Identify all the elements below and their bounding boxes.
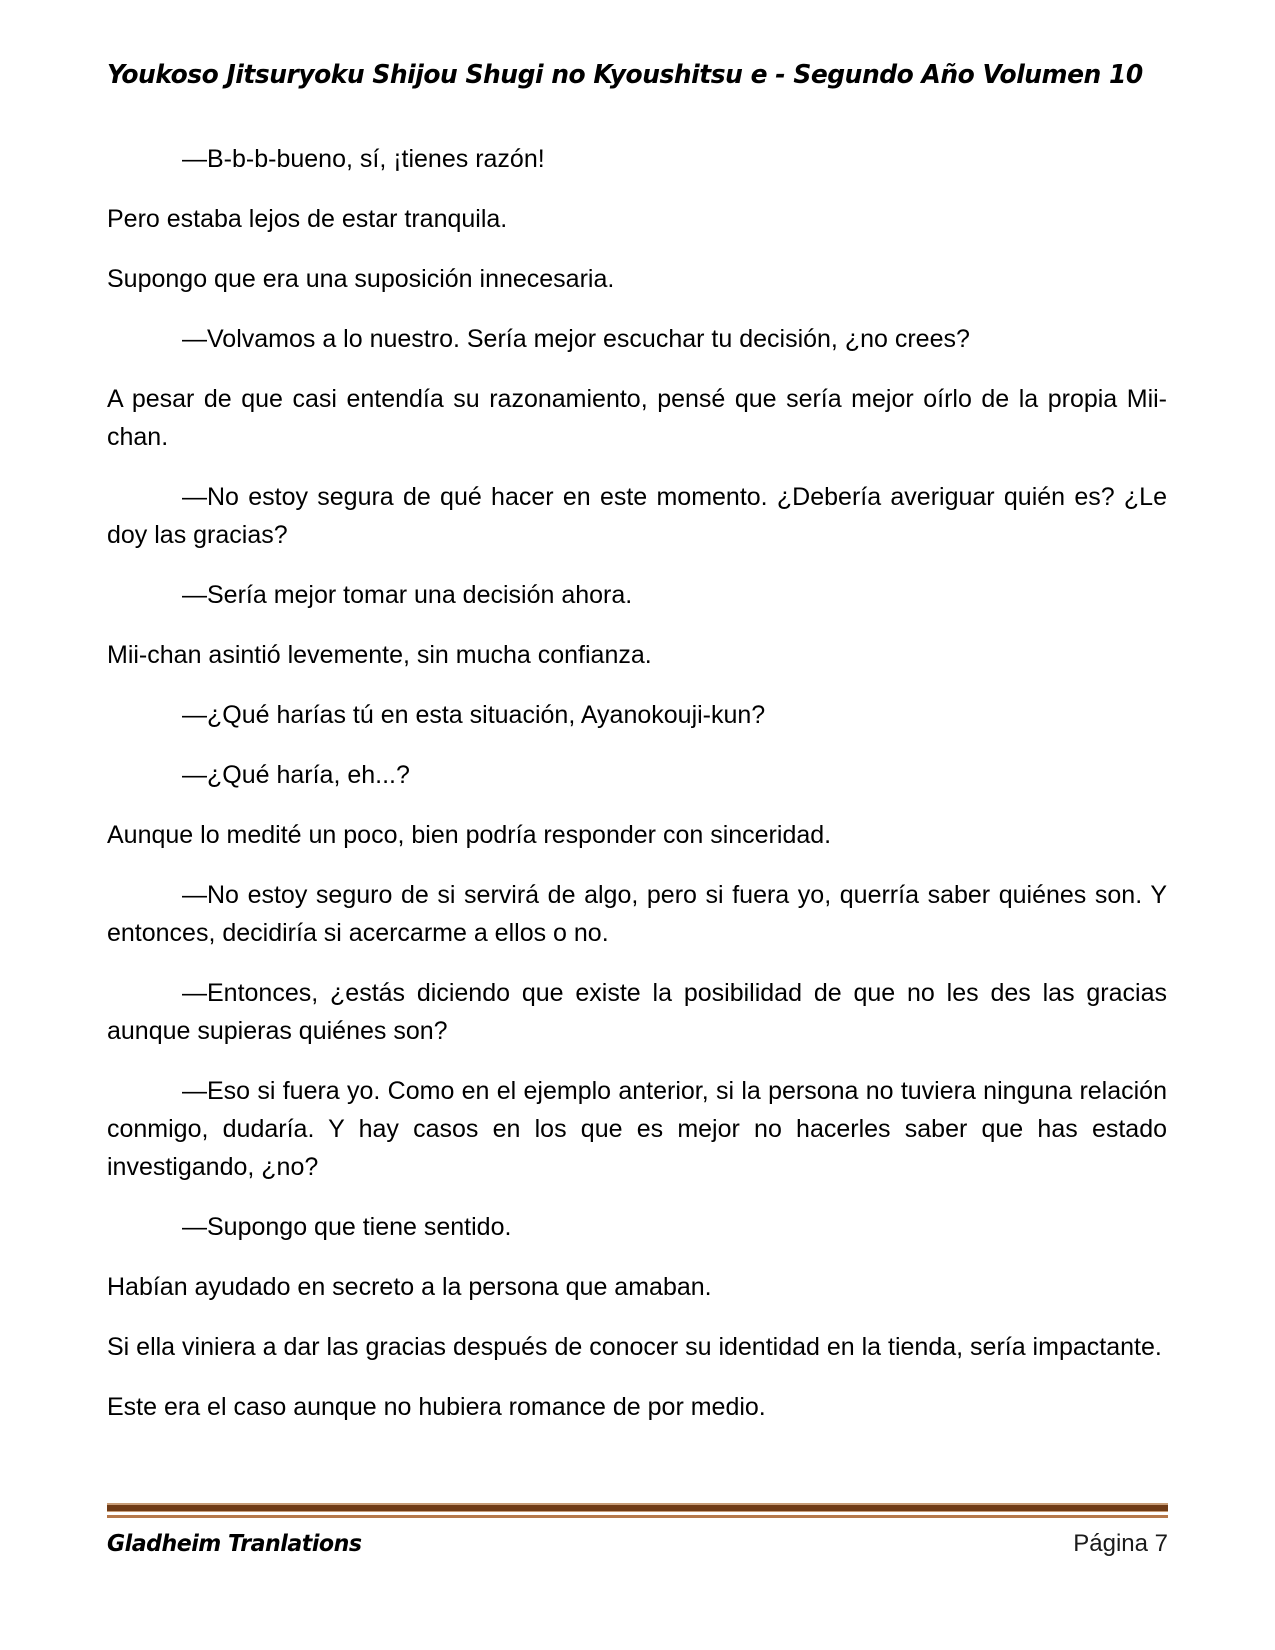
paragraph: —Supongo que tiene sentido. <box>182 1213 512 1241</box>
paragraph: Supongo que era una suposición innecesaria. <box>107 265 615 293</box>
paragraph: Pero estaba lejos de estar tranquila. <box>107 205 508 233</box>
paragraph: —¿Qué haría, eh...? <box>182 761 410 789</box>
footer-page-number: Página 7 <box>1073 1530 1168 1557</box>
footer-divider-dark-line <box>107 1503 1168 1512</box>
footer-divider <box>107 1503 1168 1518</box>
document-header <box>107 60 1167 90</box>
document-title: Youkoso Jitsuryoku Shijou Shugi no Kyoushitsu e - Segundo Año Volumen 10 <box>107 60 1143 90</box>
paragraph: —B-b-b-bueno, sí, ¡tienes razón! <box>182 145 545 173</box>
paragraph: Habían ayudado en secreto a la persona que amaban. <box>107 1273 712 1301</box>
paragraph: A pesar de que casi entendía su razonamiento, pensé que sería mejor oírlo de la propia Mii-chan. <box>107 385 1167 451</box>
footer-brand: Gladheim Tranlations <box>107 1531 362 1557</box>
paragraph: Aunque lo medité un poco, bien podría responder con sinceridad. <box>107 821 832 849</box>
document-body <box>107 140 1167 1448</box>
paragraph: Este era el caso aunque no hubiera romance de por medio. <box>107 1393 766 1421</box>
paragraph: —¿Qué harías tú en esta situación, Ayanokouji-kun? <box>182 701 766 729</box>
paragraph: Mii-chan asintió levemente, sin mucha confianza. <box>107 641 652 669</box>
paragraph: —Eso si fuera yo. Como en el ejemplo anterior, si la persona no tuviera ninguna relación conmigo, dudaría. Y hay casos en los que es mejor no hacerles saber que has estado investigando, ¿no? <box>107 1077 1167 1181</box>
document-footer <box>107 1503 1168 1558</box>
paragraph: —No estoy segura de qué hacer en este momento. ¿Debería averiguar quién es? ¿Le doy las gracias? <box>107 483 1167 549</box>
paragraph: —Sería mejor tomar una decisión ahora. <box>182 581 633 609</box>
paragraph: —No estoy seguro de si servirá de algo, pero si fuera yo, querría saber quiénes son. Y entonces, decidiría si acercarme a ellos o no. <box>107 881 1167 947</box>
paragraph: Si ella viniera a dar las gracias después de conocer su identidad en la tienda, sería impactante. <box>107 1333 1162 1361</box>
paragraph: —Volvamos a lo nuestro. Sería mejor escuchar tu decisión, ¿no crees? <box>182 325 970 353</box>
footer-divider-light-line <box>107 1515 1168 1518</box>
paragraph: —Entonces, ¿estás diciendo que existe la posibilidad de que no les des las gracias aunque supieras quiénes son? <box>107 979 1167 1045</box>
